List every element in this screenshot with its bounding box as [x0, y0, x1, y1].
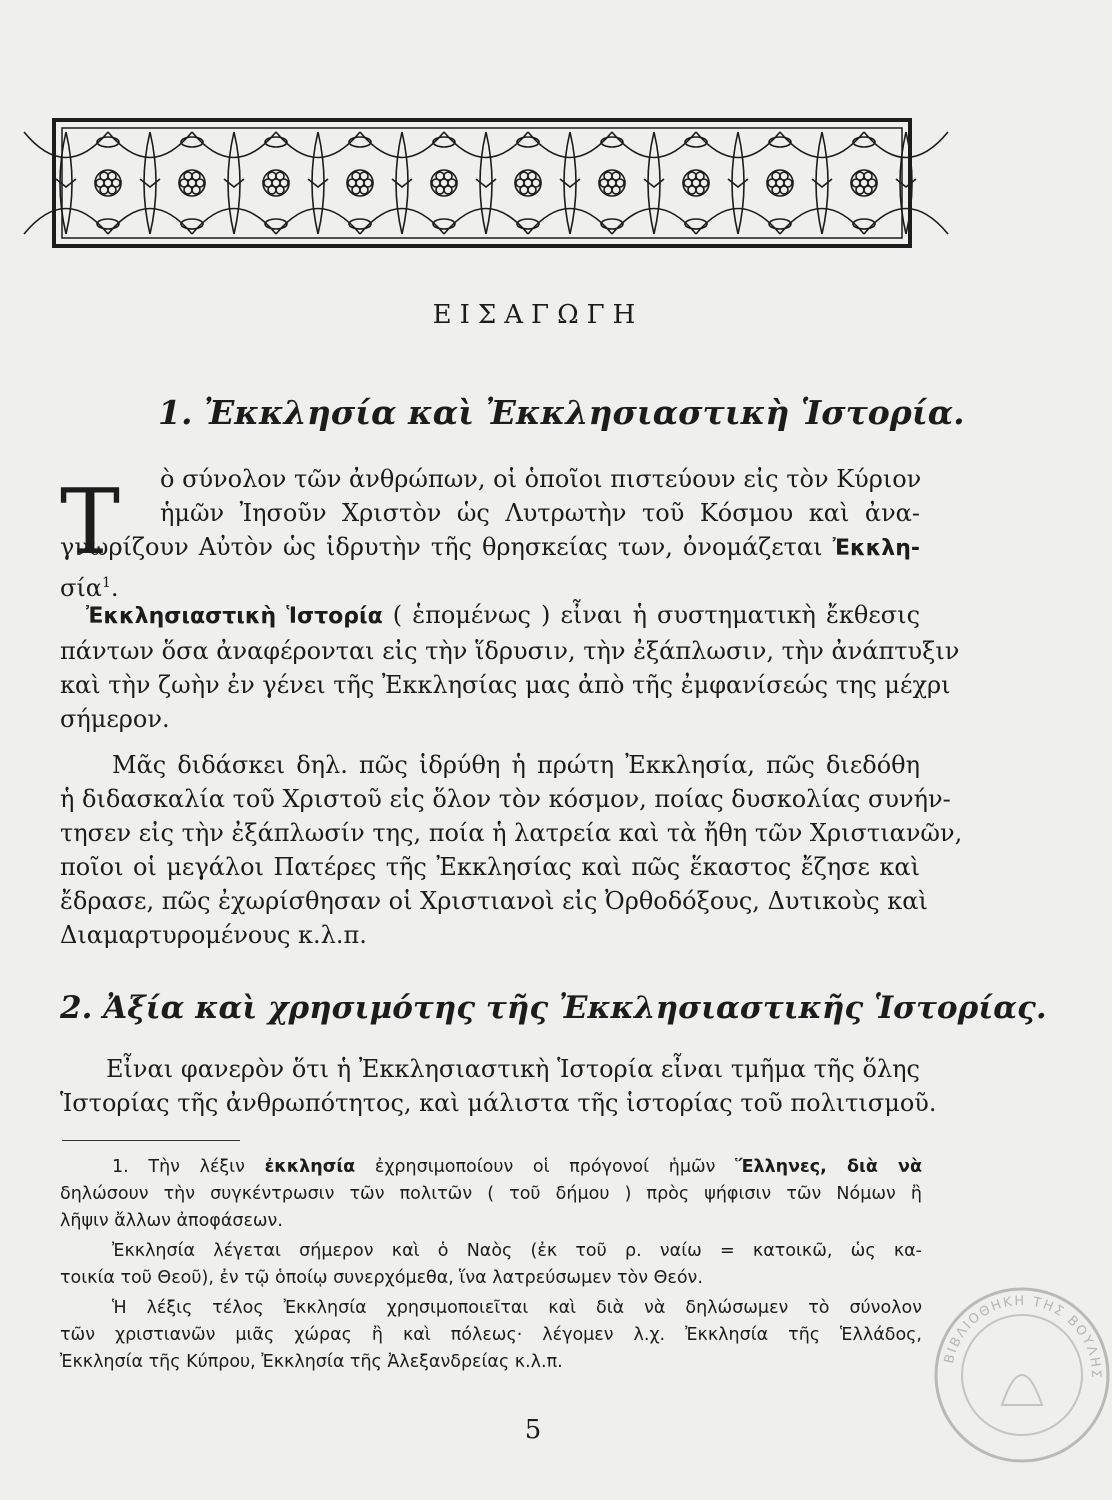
- text-run: γνωρίζουν Αὐτὸν ὡς ἱδρυτὴν τῆς θρησκείας των, ὀνομάζεται: [60, 533, 823, 561]
- bold-term: Ἐκκλησιαστικὴ Ἱστορία: [86, 604, 383, 629]
- text-line: ποῖοι οἱ μεγάλοι Πατέρες τῆς Ἐκκλησίας καὶ πῶς ἕκαστος ἔζησε καὶ: [60, 853, 920, 881]
- ornament-stroke: [308, 179, 328, 187]
- text-line: Μᾶς διδάσκει δηλ. πῶς ἱδρύθη ἡ πρώτη Ἐκκλησία, πῶς διεδόθη: [112, 751, 920, 779]
- text-line: πάντων ὅσα ἀναφέρονται εἰς τὴν ἵδρυσιν, τὴν ἐξάπλωσιν, τὴν ἀνάπτυξιν: [60, 637, 960, 665]
- ornament-stroke: [444, 132, 528, 158]
- library-stamp: [932, 1285, 1112, 1465]
- ornament-stroke: [769, 137, 791, 147]
- ornament-stroke: [476, 179, 496, 187]
- text-line: δηλώσουν τὴν συγκέντρωσιν τῶν πολιτῶν ( τοῦ δήμου ) πρὸς ψήφισιν τῶν Νόμων ἢ: [60, 1184, 922, 1204]
- ornament-stroke: [864, 132, 948, 158]
- ornament-stroke: [780, 132, 864, 158]
- ornament-stroke: [360, 186, 368, 194]
- ornament-stroke: [853, 219, 875, 229]
- ornament-stroke: [56, 179, 76, 187]
- section-1-paragraph-3: [60, 748, 963, 952]
- bold-term: Ἕλληνες, διὰ νὰ: [735, 1157, 923, 1177]
- ornament-stroke: [192, 172, 200, 180]
- section-1-title: 1. Ἐκκλησία καὶ Ἐκκλησιαστικὴ Ἱστορία.: [158, 393, 965, 432]
- ornament-stroke: [696, 186, 704, 194]
- section-1-paragraph-1: [60, 462, 920, 605]
- ornament-stroke: [433, 137, 455, 147]
- ornament-stroke: [140, 179, 160, 187]
- ornament-stroke: [612, 172, 620, 180]
- ornament-stroke: [108, 132, 192, 158]
- page-number: 5: [524, 1415, 542, 1445]
- text-line: Ἱστορίας τῆς ἀνθρωπότητος, καὶ μάλιστα τῆς ἱστορίας τοῦ πολιτισμοῦ.: [60, 1089, 937, 1117]
- ornament-stroke: [520, 172, 528, 180]
- ornament-stroke: [108, 186, 116, 194]
- ornament-stroke: [685, 137, 707, 147]
- ornament-stroke: [612, 132, 696, 158]
- text-line: τῶν χριστιανῶν μιᾶς χώρας ἢ καὶ πόλεως· λέγομεν λ.χ. Ἐκκλησία τῆς Ἑλλάδος,: [60, 1325, 922, 1345]
- ornament-stroke: [276, 186, 284, 194]
- text-line: Ἐκκλησία τῆς Κύπρου, Ἐκκλησία τῆς Ἀλεξανδρείας κ.λ.π.: [60, 1352, 563, 1372]
- ornament-stroke: [360, 209, 444, 235]
- text-run: ἐχρησιμοποίουν οἱ πρόγονοί ἡμῶν: [355, 1157, 736, 1177]
- stamp-text: ΒΙΒΛΙΟΘΗΚΗ ΤΗΣ ΒΟΥΛΗΣ: [941, 1293, 1104, 1380]
- svg-text:ΒΙΒΛΙΟΘΗΚΗ ΤΗΣ ΒΟΥΛΗΣ: [942, 1294, 1103, 1380]
- ornament-stroke: [644, 179, 664, 187]
- ornament-stroke: [528, 186, 536, 194]
- footnote-1: [60, 1154, 922, 1235]
- ornament-stroke: [688, 172, 696, 180]
- ornament-stroke: [349, 137, 371, 147]
- ornament-stroke: [265, 137, 287, 147]
- ornament-stroke: [108, 172, 116, 180]
- ornament-stroke: [276, 209, 360, 235]
- ornament-stroke: [604, 172, 612, 180]
- section-2-paragraph-1: [60, 1052, 937, 1120]
- ornament-stroke: [392, 179, 412, 187]
- ornament-stroke: [517, 137, 539, 147]
- text-line: τοικία τοῦ Θεοῦ), ἐν τῷ ὁποίῳ συνερχόμεθα, ἵνα λατρεύσωμεν τὸν Θεόν.: [60, 1268, 703, 1288]
- ornament-stroke: [97, 137, 119, 147]
- drop-cap: Τ: [60, 470, 121, 575]
- text-run: .: [110, 574, 119, 602]
- text-line: [112, 1154, 922, 1181]
- ornament-stroke: [560, 179, 580, 187]
- ornament-stroke: [853, 137, 875, 147]
- ornament-stroke: [864, 172, 872, 180]
- text-line: τησεν εἰς τὴν ἐξάπλωσίν της, ποία ἡ λατρεία καὶ τὰ ἤθη τῶν Χριστιανῶν,: [60, 819, 963, 847]
- ornament-stroke: [685, 219, 707, 229]
- footnote-rule: [62, 1140, 240, 1141]
- text-run: σία: [60, 574, 102, 602]
- text-line: [86, 598, 920, 634]
- bold-term: Ἐκκλη-: [832, 536, 920, 561]
- footnote-3: [60, 1295, 922, 1376]
- section-2-title: 2. Ἀξία καὶ χρησιμότης τῆς Ἐκκλησιαστικῆς Ἱστορίας.: [60, 990, 1047, 1026]
- ornament-stroke: [352, 172, 360, 180]
- ornament-stroke: [192, 132, 276, 158]
- ornament-stroke: [864, 209, 948, 235]
- text-line: Ἡ λέξις τέλος Ἐκκλησία χρησιμοποιεῖται καὶ διὰ νὰ δηλώσωμεν τὸ σύνολον: [112, 1298, 922, 1318]
- ornament-stroke: [97, 219, 119, 229]
- ornament-stroke: [528, 132, 612, 158]
- ornament-stroke: [349, 219, 371, 229]
- ornament-stroke: [24, 132, 108, 158]
- ornament-stroke: [192, 186, 200, 194]
- ornament-stroke: [696, 209, 780, 235]
- ornament-stroke: [517, 219, 539, 229]
- text-line: Ἐκκλησία λέγεται σήμερον καὶ ὁ Ναὸς (ἐκ τοῦ ρ. ναίω = κατοικῶ, ὡς κα-: [112, 1241, 922, 1261]
- ornament-stroke: [612, 186, 620, 194]
- text-line: σήμερον.: [60, 705, 170, 733]
- ornament-stroke: [184, 172, 192, 180]
- ornament-stroke: [812, 179, 832, 187]
- text-line: ὸ σύνολον τῶν ἀνθρώπων, οἱ ὁποῖοι πιστεύουν εἰς τὸν Κύριον: [160, 465, 922, 493]
- ornament-stroke: [696, 172, 704, 180]
- ornament-stroke: [780, 172, 788, 180]
- ornament-stroke: [444, 172, 452, 180]
- text-run: ( ἑπομένως ) εἶναι ἡ συστηματικὴ ἔκθεσις: [382, 601, 921, 629]
- ornament-stroke: [265, 219, 287, 229]
- ornament-stroke: [780, 209, 864, 235]
- ornament-stroke: [108, 209, 192, 235]
- ornamental-border: [52, 118, 912, 248]
- ornament-stroke: [601, 137, 623, 147]
- ornament-stroke: [436, 172, 444, 180]
- ornament-stroke: [100, 172, 108, 180]
- ornament-stroke: [696, 132, 780, 158]
- ornament-stroke: [224, 179, 244, 187]
- ornament-stroke: [780, 186, 788, 194]
- ornament-stroke: [276, 132, 360, 158]
- ornament-stroke: [856, 172, 864, 180]
- ornament-stroke: [444, 186, 452, 194]
- ornament-stroke: [24, 209, 108, 235]
- text-line: λῆψιν ἄλλων ἀποφάσεων.: [60, 1211, 283, 1231]
- ornament-stroke: [360, 172, 368, 180]
- text-line: καὶ τὴν ζωὴν ἐν γένει τῆς Ἐκκλησίας μας ἀπὸ τῆς ἐμφανίσεώς της μέχρι: [60, 671, 951, 699]
- ornament-stroke: [181, 219, 203, 229]
- text-line: ἡ διδασκαλία τοῦ Χριστοῦ εἰς ὅλον τὸν κόσμον, ποίας δυσκολίας συνήν-: [60, 785, 951, 813]
- ornament-stroke: [612, 209, 696, 235]
- section-1-paragraph-2: [60, 598, 960, 736]
- ornament-stroke: [528, 209, 612, 235]
- footnote-2: [60, 1238, 922, 1292]
- text-line: [60, 530, 920, 566]
- ornament-stroke: [772, 172, 780, 180]
- ornament-stroke: [181, 137, 203, 147]
- ornament-stroke: [728, 179, 748, 187]
- ornament-stroke: [268, 172, 276, 180]
- footnote-marker: 1: [102, 575, 111, 591]
- ornament-stroke: [864, 186, 872, 194]
- ornament-stroke: [769, 219, 791, 229]
- ornament-stroke: [896, 179, 916, 187]
- text-line: Διαμαρτυρομένους κ.λ.π.: [60, 921, 367, 949]
- text-line: ἔδρασε, πῶς ἐχωρίσθησαν οἱ Χριστιανοὶ εἰς Ὀρθοδόξους, Δυτικοὺς καὶ: [60, 887, 928, 915]
- text-line: ἡμῶν Ἰησοῦν Χριστὸν ὡς Λυτρωτὴν τοῦ Κόσμου καὶ ἀνα-: [160, 499, 920, 527]
- ornament-stroke: [192, 209, 276, 235]
- text-run: 1. Τὴν λέξιν: [112, 1157, 265, 1177]
- ornament-stroke: [360, 132, 444, 158]
- ornament-stroke: [444, 209, 528, 235]
- chapter-heading: ΕΙΣΑΓΩΓΗ: [432, 300, 644, 330]
- ornament-stroke: [601, 219, 623, 229]
- bold-term: ἐκκλησία: [264, 1157, 356, 1177]
- ornament-stroke: [276, 172, 284, 180]
- ornament-stroke: [528, 172, 536, 180]
- ornament-stroke: [433, 219, 455, 229]
- text-line: Εἶναι φανερὸν ὅτι ἡ Ἐκκλησιαστικὴ Ἱστορία εἶναι τμῆμα τῆς ὅλης: [106, 1055, 920, 1083]
